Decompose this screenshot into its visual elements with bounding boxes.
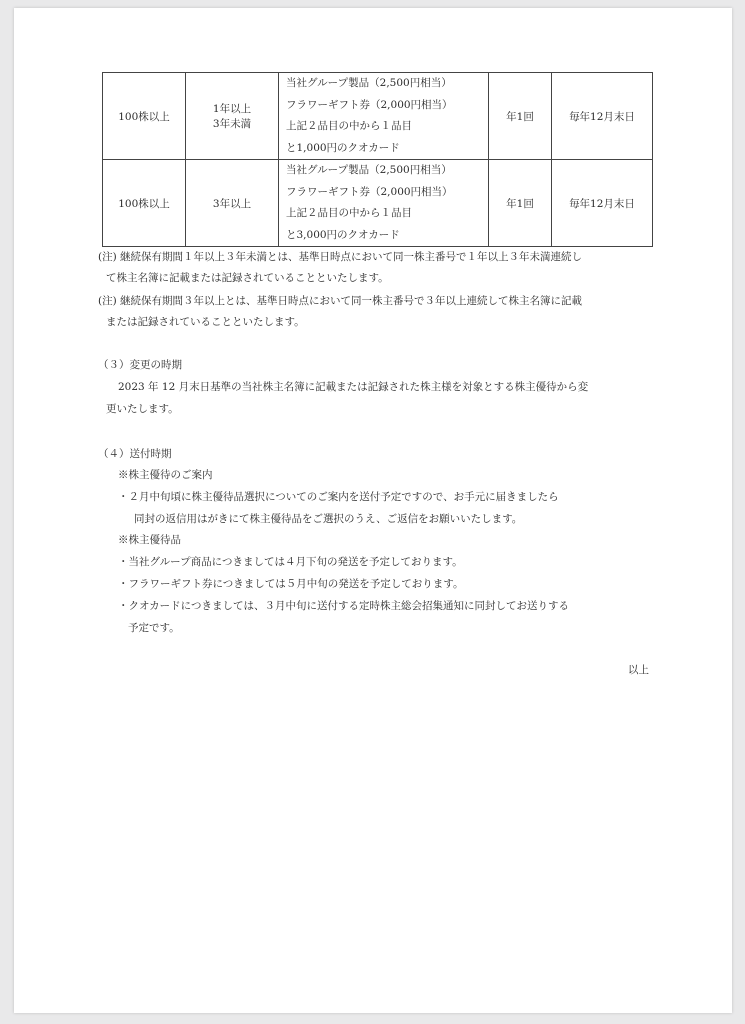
note-2-line-2: または記録されていることといたします。	[106, 316, 305, 328]
benefit-items-line-4: 予定です。	[128, 622, 180, 634]
benefits-table	[102, 72, 653, 247]
closing-text: 以上	[628, 664, 649, 676]
note-2-line-1: (注) 継続保有期間３年以上とは、基準日時点において同一株主番号で３年以上連続して株主名簿に記載	[98, 295, 583, 307]
benefit-items-line-2: ・フラワーギフト券につきましては５月中旬の発送を予定しております。	[118, 578, 464, 590]
section-3-heading: （３）変更の時期	[98, 359, 182, 371]
benefit-item-line: 当社グループ製品（2,500円相当）	[286, 77, 452, 89]
benefit-item-line: フラワーギフト券（2,000円相当）	[286, 98, 453, 111]
benefit-item-line: 当社グループ製品（2,500円相当）	[286, 164, 452, 176]
section-3-line-2: 更いたします。	[106, 403, 179, 415]
holding-period-line: 1年以上	[212, 103, 252, 115]
section-4-heading: （４）送付時期	[98, 448, 172, 460]
note-1-line-1: (注) 継続保有期間１年以上３年未満とは、基準日時点において同一株主番号で１年以上３年未満連続し	[98, 251, 583, 263]
benefit-item-line: フラワーギフト券（2,000円相当）	[286, 185, 453, 198]
note-1-line-2: て株主名簿に記載または記録されていることといたします。	[106, 272, 389, 284]
section-3-line-1: 2023 年 12 月末日基準の当社株主名簿に記載または記録された株主様を対象とする株主優待から変	[118, 381, 589, 393]
holding-period-line: 3年未満	[212, 118, 252, 130]
benefit-item-line: と1,000円のクオカード	[286, 141, 400, 154]
benefit-guide-line-2: 同封の返信用はがきにて株主優待品をご選択のうえ、ご返信をお願いいたします。	[134, 513, 523, 525]
benefit-items-cell	[279, 160, 489, 247]
shares-cell: 100株以上	[103, 160, 186, 247]
table-row	[103, 160, 653, 247]
benefit-items-cell	[279, 73, 489, 160]
holding-period-cell	[186, 160, 279, 247]
benefit-item-line: と3,000円のクオカード	[286, 228, 400, 241]
benefit-item-line: 上記２品目の中から１品目	[286, 207, 412, 219]
holding-period-line: 3年以上	[212, 197, 252, 210]
benefit-items-line-1: ・当社グループ商品につきましては４月下旬の発送を予定しております。	[118, 556, 463, 568]
benefit-items-subheading: ※株主優待品	[118, 534, 181, 546]
shares-cell: 100株以上	[103, 73, 186, 160]
benefit-items-line-3: ・クオカードにつきましては、３月中旬に送付する定時株主総会招集通知に同封してお送りする	[118, 600, 569, 612]
frequency-cell: 年1回	[489, 73, 552, 160]
table-row	[103, 73, 653, 160]
benefit-guide-line-1: ・２月中旬頃に株主優待品選択についてのご案内を送付予定ですので、お手元に届きましたら	[118, 491, 559, 503]
frequency-cell: 年1回	[489, 160, 552, 247]
benefit-guide-subheading: ※株主優待のご案内	[118, 469, 213, 481]
record-date-cell: 毎年12月末日	[552, 73, 653, 160]
benefit-item-line: 上記２品目の中から１品目	[286, 120, 412, 132]
holding-period-cell	[186, 73, 279, 160]
record-date-cell: 毎年12月末日	[552, 160, 653, 247]
